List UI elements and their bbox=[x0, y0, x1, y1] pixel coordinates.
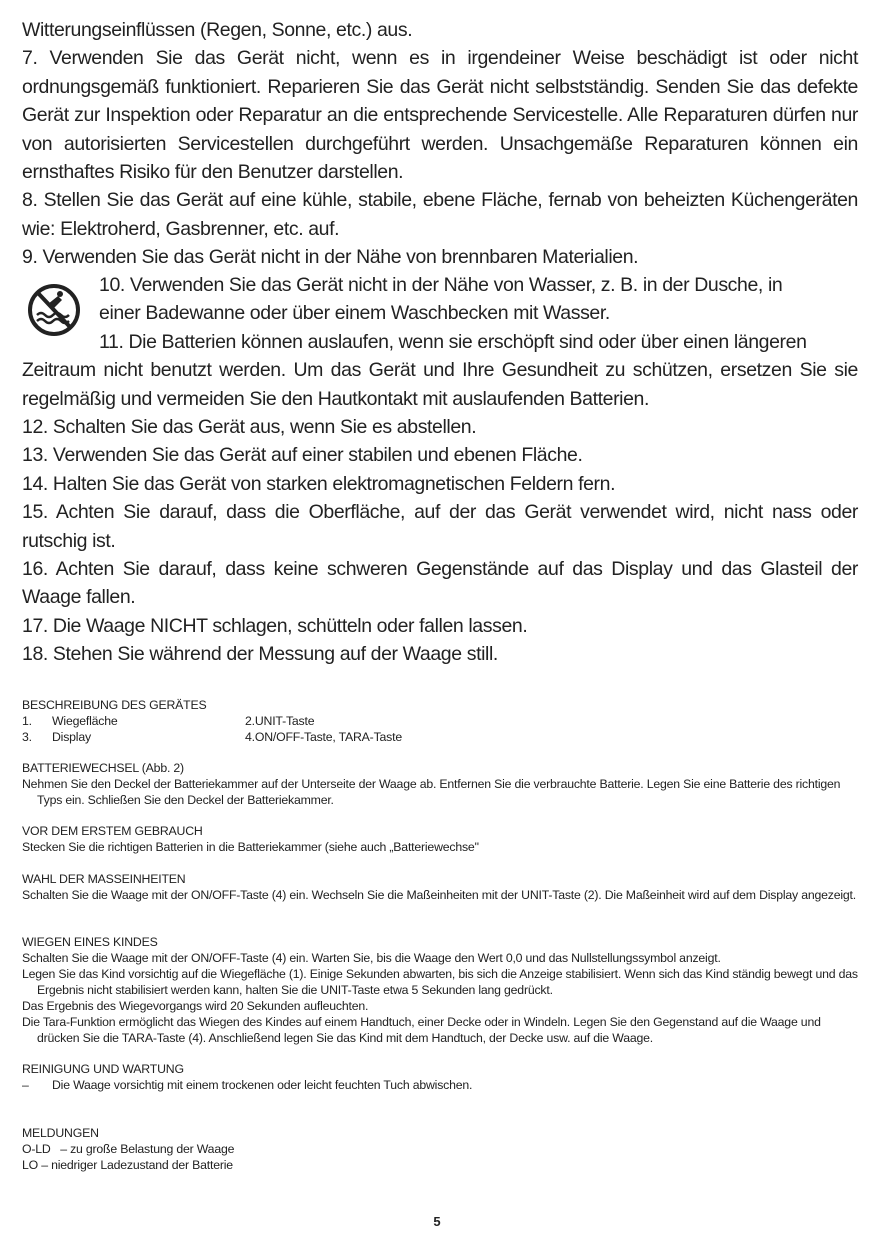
weighing-p3: Das Ergebnis des Wiegevorgangs wird 20 Sekunden aufleuchten. bbox=[22, 999, 369, 1013]
description-section bbox=[22, 697, 858, 745]
description-item-2: 2.UNIT-Taste bbox=[245, 714, 315, 728]
messages-section bbox=[22, 1125, 858, 1173]
safety-item-14: 14. Halten Sie das Gerät von starken elektromagnetischen Feldern fern. bbox=[22, 472, 616, 495]
description-heading: BESCHREIBUNG DES GERÄTES bbox=[22, 698, 207, 712]
safety-item-18: 18. Stehen Sie während der Messung auf der Waage still. bbox=[22, 643, 498, 666]
safety-item-11-line1: 11. Die Batterien können auslaufen, wenn sie erschöpft sind oder über einen längeren bbox=[99, 330, 807, 353]
weighing-heading: WIEGEN EINES KINDES bbox=[22, 935, 158, 949]
first-use-heading: VOR DEM ERSTEM GEBRAUCH bbox=[22, 824, 203, 838]
safety-item-9: 9. Verwenden Sie das Gerät nicht in der Nähe von brennbaren Materialien. bbox=[22, 246, 639, 269]
messages-heading: MELDUNGEN bbox=[22, 1126, 99, 1140]
battery-text: Nehmen Sie den Deckel der Batteriekammer auf der Unterseite der Waage ab. Entfernen Sie die verbrauchte Batterie. Legen Sie eine Batterie des richtigen Typs ein. Schließen Sie den Deckel der Batteriekammer. bbox=[22, 777, 841, 807]
description-item-3: Display bbox=[52, 730, 91, 744]
cleaning-text: Die Waage vorsichtig mit einem trockenen oder leicht feuchten Tuch abwischen. bbox=[52, 1078, 473, 1092]
safety-item-13: 13. Verwenden Sie das Gerät auf einer stabilen und ebenen Fläche. bbox=[22, 444, 583, 467]
safety-item-6-continued: Witterungseinflüssen (Regen, Sonne, etc.) aus. bbox=[22, 19, 413, 41]
battery-section bbox=[22, 760, 858, 808]
safety-list-bottom bbox=[22, 271, 858, 669]
units-heading: WAHL DER MASSEINHEITEN bbox=[22, 872, 186, 886]
safety-list-top bbox=[22, 16, 858, 272]
weighing-p2: Legen Sie das Kind vorsichtig auf die Wiegefläche (1). Einige Sekunden abwarten, bis sich die Anzeige stabilisiert. Wenn sich das Kind ständig bewegt und das Ergebnis nicht stabilisiert werden kann, halten Sie die UNIT-Taste etwa 5 Sekunden lang gedrückt. bbox=[22, 967, 858, 997]
page-number: 5 bbox=[433, 1214, 441, 1229]
safety-item-11-rest: Zeitraum nicht benutzt werden. Um das Gerät und Ihre Gesundheit zu schützen, ersetzen Sie sie regelmäßig und vermeiden Sie den Hautkontakt mit auslaufenden Batterien. bbox=[22, 359, 858, 410]
first-use-section bbox=[22, 823, 858, 855]
weighing-p1: Schalten Sie die Waage mit der ON/OFF-Taste (4) ein. Warten Sie, bis die Waage den Wert 0,0 und das Nullstellungssymbol anzeigt. bbox=[22, 951, 721, 965]
safety-item-17: 17. Die Waage NICHT schlagen, schütteln oder fallen lassen. bbox=[22, 614, 528, 637]
message-lo: LO – niedriger Ladezustand der Batterie bbox=[22, 1158, 233, 1172]
description-item-1: Wiegefläche bbox=[52, 714, 118, 728]
description-row-1: 1. Wiegefläche 2.UNIT-Taste bbox=[22, 714, 315, 728]
message-old: O-LD – zu große Belastung der Waage bbox=[22, 1142, 235, 1156]
description-item-4: 4.ON/OFF-Taste, TARA-Taste bbox=[245, 730, 402, 744]
safety-item-16: 16. Achten Sie darauf, dass keine schweren Gegenstände auf das Display und das Glasteil der Waage fallen. bbox=[22, 558, 858, 609]
first-use-text: Stecken Sie die richtigen Batterien in die Batteriekammer (siehe auch „Batteriewechse" bbox=[22, 840, 479, 854]
cleaning-section bbox=[22, 1061, 858, 1093]
units-text: Schalten Sie die Waage mit der ON/OFF-Taste (4) ein. Wechseln Sie die Maßeinheiten mit der UNIT-Taste (2). Die Maßeinheit wird auf dem Display angezeigt. bbox=[22, 888, 856, 902]
units-section bbox=[22, 871, 858, 903]
description-row-2: 3. Display 4.ON/OFF-Taste, TARA-Taste bbox=[22, 730, 402, 744]
safety-item-12: 12. Schalten Sie das Gerät aus, wenn Sie es abstellen. bbox=[22, 416, 477, 439]
battery-heading: BATTERIEWECHSEL (Abb. 2) bbox=[22, 761, 184, 775]
safety-item-10-line1: 10. Verwenden Sie das Gerät nicht in der Nähe von Wasser, z. B. in der Dusche, in bbox=[99, 274, 783, 296]
weighing-section bbox=[22, 934, 858, 1046]
safety-item-7: 7. Verwenden Sie das Gerät nicht, wenn es in irgendeiner Weise beschädigt ist oder nicht ordnungsgemäß funktioniert. Reparieren Sie das Gerät nicht selbstständig. Senden Sie das defekte Gerät zur Inspektion oder Reparatur an die entsprechende Servicestelle. Alle Reparaturen dürfen nur von autorisierten Servicestellen durchgeführt werden. Unsachgemäße Reparaturen können ein ernsthaftes Risiko für den Benutzer darstellen. bbox=[22, 47, 858, 184]
safety-item-10-line2: einer Badewanne oder über einem Waschbecken mit Wasser. bbox=[99, 302, 610, 325]
safety-item-15: 15. Achten Sie darauf, dass die Oberfläche, auf der das Gerät verwendet wird, nicht nass oder rutschig ist. bbox=[22, 501, 858, 552]
cleaning-item: – Die Waage vorsichtig mit einem trockenen oder leicht feuchten Tuch abwischen. bbox=[22, 1078, 473, 1092]
safety-item-8: 8. Stellen Sie das Gerät auf eine kühle, stabile, ebene Fläche, fernab von beheizten Küchengeräten wie: Elektroherd, Gasbrenner, etc. auf. bbox=[22, 189, 858, 240]
weighing-p4: Die Tara-Funktion ermöglicht das Wiegen des Kindes auf einem Handtuch, einer Decke oder in Windeln. Legen Sie den Gegenstand auf die Waage und drücken Sie die TARA-Taste (4). Anschließend legen Sie das Kind mit dem Handtuch, der Decke usw. auf die Waage. bbox=[22, 1015, 821, 1045]
cleaning-heading: REINIGUNG UND WARTUNG bbox=[22, 1062, 184, 1076]
